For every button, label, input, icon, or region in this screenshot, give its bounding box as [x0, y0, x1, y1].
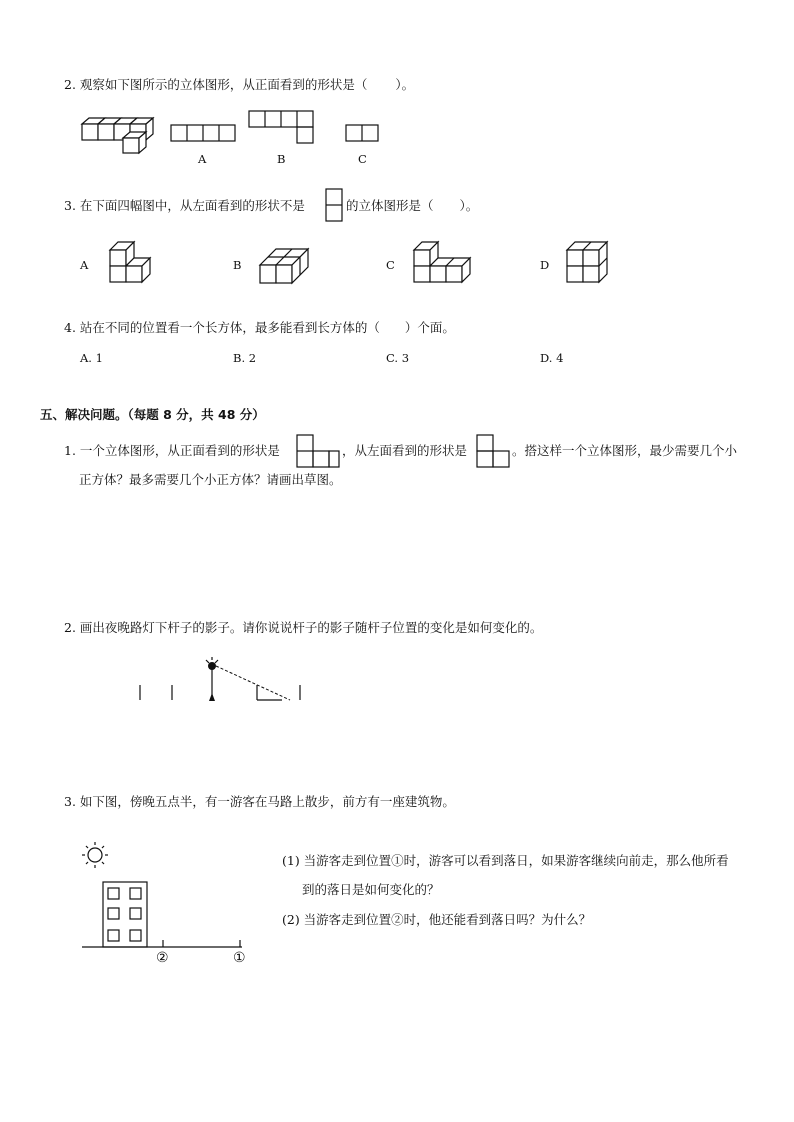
q2-text-after: ）。 [395, 77, 415, 92]
p3-sub1-line1: (1) 当游客走到位置①时，游客可以看到落日，如果游客继续向前走，那么他所看 [282, 853, 729, 868]
q4-option-b: B. 2 [233, 351, 257, 365]
q3-text-after: 的立体图形是（ [346, 198, 434, 213]
q4-option-d: D. 4 [540, 351, 564, 365]
p1-left-view-shape [476, 434, 516, 470]
p2-text: 2. 画出夜晚路灯下杆子的影子。请你说说杆子的影子随杆子位置的变化是如何变化的。 [64, 620, 543, 635]
q2-option-c-label: C [358, 152, 367, 166]
q2-option-c-figure [345, 124, 385, 144]
q2-option-a-figure [170, 124, 240, 144]
q2-text-before: 2. 观察如下图所示的立体图形，从正面看到的形状是（ [64, 77, 368, 92]
p1-text-a: 1. 一个立体图形，从正面看到的形状是 [64, 443, 280, 458]
q3-option-c-label: C [386, 258, 395, 272]
q3-option-d-figure [565, 240, 625, 290]
q2-stem [64, 77, 414, 93]
q4-stem: 4. 站在不同的位置看一个长方体，最多能看到长方体的（ ）个面。 [64, 320, 455, 335]
q2-option-a-label: A [198, 152, 207, 166]
q3-option-a-label: A [80, 258, 89, 272]
q3-stem-a: 3. 在下面四幅图中，从左面看到的形状不是 [64, 198, 305, 213]
q3-text-end: ）。 [459, 198, 479, 213]
q2-solid-figure [80, 116, 160, 156]
q3-option-b-figure [258, 245, 328, 295]
p1-text-d: 正方体？最多需要几个小正方体？请画出草图。 [79, 472, 342, 487]
position-2-marker: ② [156, 950, 169, 966]
section5-title: 五、解决问题。（每题 8 分，共 48 分） [40, 407, 265, 422]
p3-sub2: (2) 当游客走到位置②时，他还能看到落日吗？为什么？ [282, 912, 592, 927]
q4-option-c: C. 3 [386, 351, 410, 365]
q3-option-c-figure [412, 240, 492, 290]
p3-sub1-line2: 到的落日是如何变化的？ [302, 882, 440, 897]
p2-streetlight-diagram [130, 655, 330, 715]
q3-stem-b [346, 198, 478, 214]
p3-text: 3. 如下图，傍晚五点半，有一游客在马路上散步，前方有一座建筑物。 [64, 794, 455, 809]
position-1-marker: ① [233, 950, 246, 966]
p1-front-view-shape [296, 434, 346, 470]
q3-option-d-label: D [540, 258, 550, 272]
q3-left-view-shape [325, 188, 345, 224]
p1-text-c: 。搭这样一个立体图形，最少需要几个小 [512, 443, 738, 458]
q2-option-b-label: B [277, 152, 286, 166]
p1-text-b: ，从左面看到的形状是 [342, 443, 468, 458]
q2-option-b-figure [248, 110, 318, 150]
q4-option-a: A. 1 [80, 351, 103, 365]
sun-icon [82, 842, 108, 868]
q3-option-b-label: B [233, 258, 242, 272]
q3-option-a-figure [108, 240, 168, 290]
